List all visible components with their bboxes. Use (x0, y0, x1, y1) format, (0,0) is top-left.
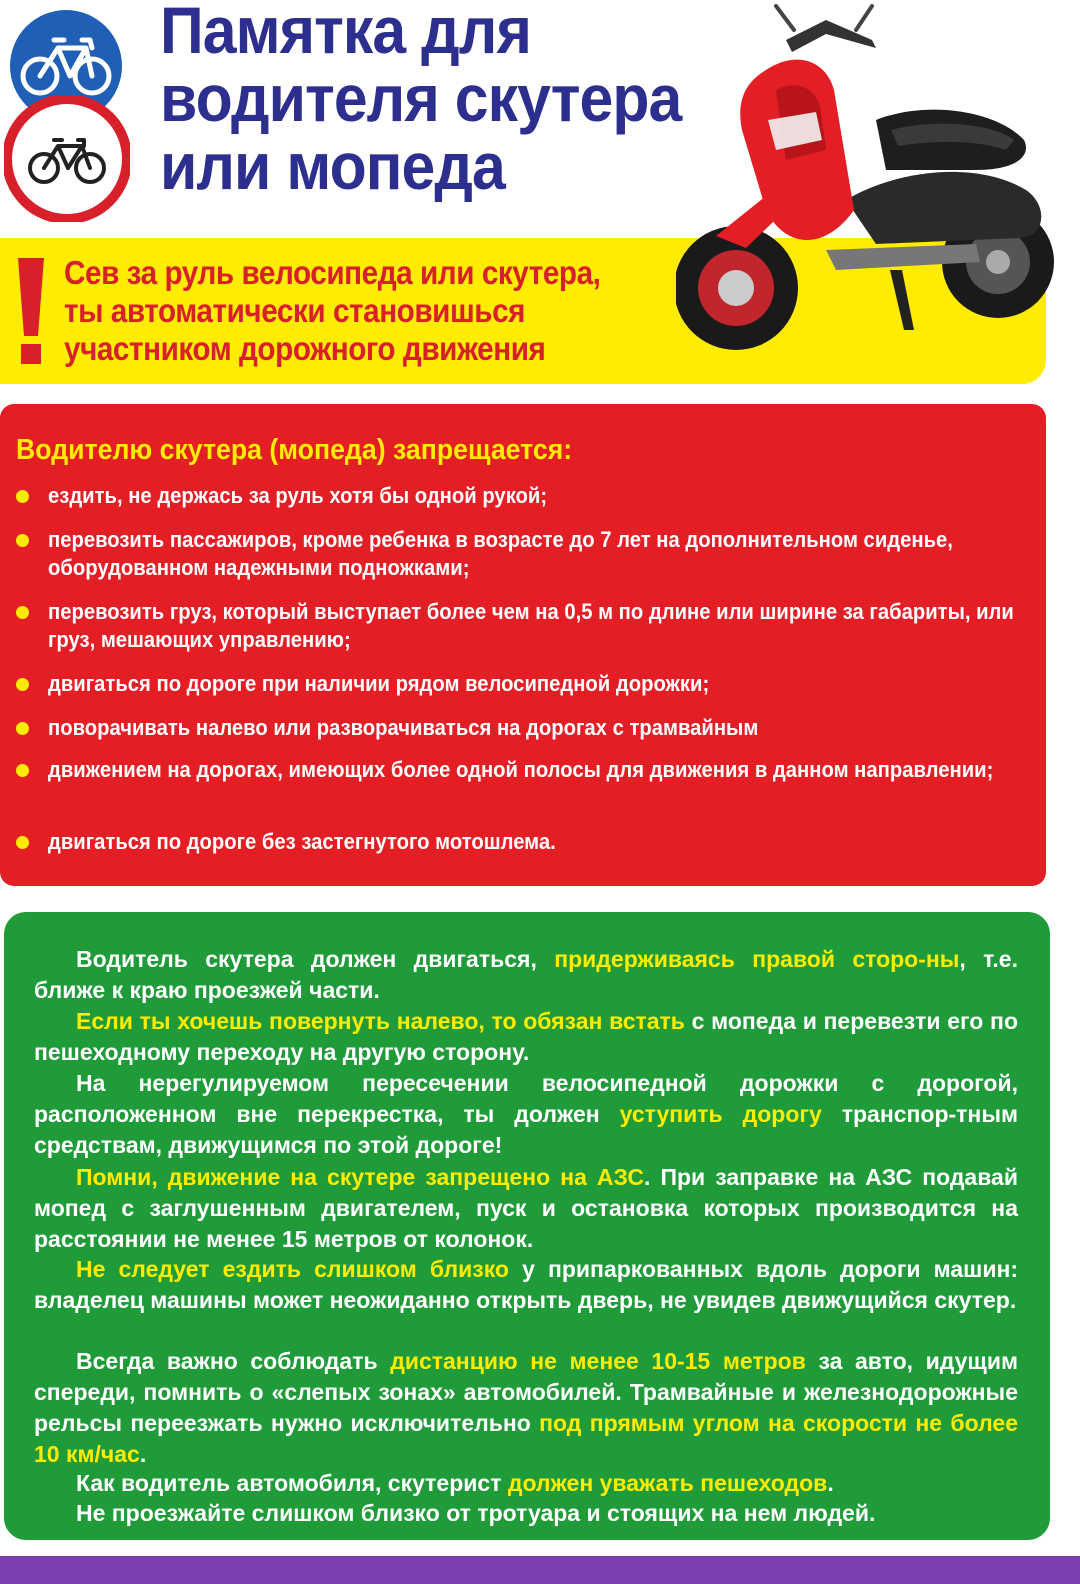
rule-text: Не проезжайте слишком близко от тротуара и стоящих на нем людей. (76, 1500, 876, 1526)
page-title (160, 0, 682, 203)
rule-text: у припаркованных вдоль дороги машин: владелец машины может неожиданно открыть дверь, не увидев движущийся скутер. (34, 1256, 1019, 1313)
rule-paragraph-6 (34, 1346, 1018, 1470)
list-item (16, 670, 1026, 698)
rule-text: . (139, 1441, 147, 1467)
rule-text: , т.е. ближе к краю проезжей части. (34, 946, 1018, 1003)
list-item (16, 756, 1026, 784)
rule-text: . (827, 1470, 834, 1496)
rule-highlight: Помни, движение на скутере запрещено на АЗС (76, 1164, 644, 1190)
list-item-text: ездить, не держась за руль хотя бы одной рукой; (48, 483, 548, 508)
no-bicycles-sign-icon (4, 96, 130, 222)
rule-paragraph-5 (34, 1254, 1018, 1316)
title-line-3: или мопеда (160, 129, 505, 203)
rule-highlight: придерживаясь правой сторо-ны (554, 946, 960, 972)
rule-text: Как водитель автомобиля, скутерист (76, 1470, 508, 1496)
rule-highlight: Не следует ездить слишком близко (76, 1256, 509, 1282)
bullet-icon (16, 534, 29, 547)
rule-highlight: уступить дорогу (619, 1101, 822, 1127)
title-line-2: водителя скутера (160, 61, 682, 135)
list-item (16, 714, 1026, 742)
list-item (16, 526, 1026, 582)
rule-paragraph-2 (34, 1006, 1018, 1068)
bullet-icon (16, 836, 29, 849)
rule-paragraph-8 (34, 1498, 1018, 1529)
prohibited-list (0, 404, 1046, 886)
bullet-icon (16, 606, 29, 619)
list-item (16, 598, 1026, 654)
rule-text: На нерегулируемом пересечении велосипедной дорожки с дорогой, расположенном вне перекрестка, ты должен (34, 1070, 1018, 1127)
rule-text: за авто, идущим спереди, помнить о «слепых зонах» автомобилей. Трамвайные и железнодорожные рельсы переезжать нужно исключительно (34, 1348, 1018, 1436)
rule-paragraph-7 (34, 1468, 1018, 1499)
bullet-icon (16, 764, 29, 777)
warning-line-3: участником дорожного движения (64, 330, 546, 367)
rule-highlight: под прямым углом на скорости не более 10 км/час (34, 1410, 1018, 1467)
list-item (16, 482, 1026, 510)
rule-paragraph-4 (34, 1162, 1018, 1255)
rule-paragraph-3 (34, 1068, 1018, 1161)
rule-text: с мопеда и перевезти его по пешеходному переходу на другую сторону. (34, 1008, 1019, 1065)
exclamation-icon (16, 258, 46, 366)
list-item-text: перевозить груз, который выступает более чем на 0,5 м по длине или ширине за габариты, или груз, мешающих управлению; (48, 599, 1014, 652)
rule-highlight: дистанцию не менее 10-15 метров (390, 1348, 806, 1374)
list-item-text: двигаться по дороге без застегнутого мотошлема. (48, 829, 556, 854)
rule-highlight: должен уважать пешеходов (507, 1470, 828, 1496)
rule-highlight: Если ты хочешь повернуть налево, то обязан встать (76, 1008, 685, 1034)
rule-text: Всегда важно соблюдать (76, 1348, 391, 1374)
warning-line-1: Сев за руль велосипеда или скутера, (64, 254, 601, 291)
title-line-1: Памятка для (160, 0, 531, 67)
rules-section (4, 912, 1050, 1540)
list-item-text: поворачивать налево или разворачиваться на дорогах с трамвайным (48, 715, 759, 740)
bottom-bar (0, 1556, 1080, 1584)
list-item-text: двигаться по дороге при наличии рядом велосипедной дорожки; (48, 671, 710, 696)
bullet-icon (16, 490, 29, 503)
list-item-text: перевозить пассажиров, кроме ребенка в возрасте до 7 лет на дополнительном сиденье, оборудованном надежными подножками; (48, 527, 953, 580)
scooter-illustration (676, 0, 1076, 380)
rule-text: Водитель скутера должен двигаться, (76, 946, 555, 972)
bullet-icon (16, 722, 29, 735)
list-item (16, 828, 1026, 856)
list-item-text: движением на дорогах, имеющих более одной полосы для движения в данном направлении; (48, 757, 994, 782)
warning-line-2: ты автоматически становишься (64, 292, 526, 329)
prohibited-title: Водителю скутера (мопеда) запрещается: (16, 434, 573, 466)
bullet-icon (16, 678, 29, 691)
warning-text (64, 254, 640, 368)
prohibited-section (0, 404, 1046, 886)
rule-text: транспор-тным средствам, движущимся по этой дороге! (34, 1101, 1018, 1158)
rule-paragraph-1 (34, 944, 1018, 1006)
rule-text: . При заправке на АЗС подавай мопед с заглушенным двигателем, пуск и остановка которых производится на расстоянии не менее 15 метров от колонок. (34, 1164, 1018, 1252)
